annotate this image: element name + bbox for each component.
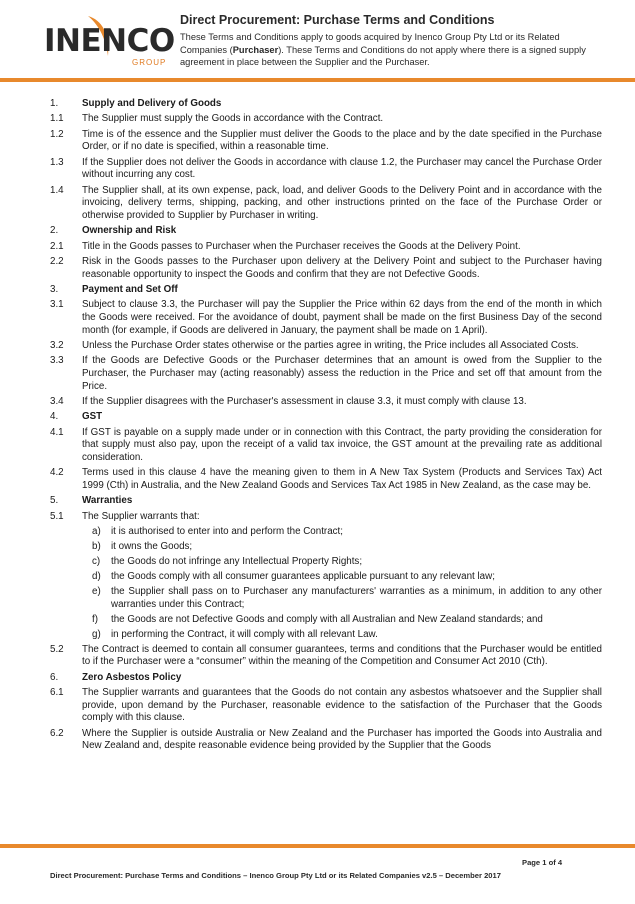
- warranty-text: the Goods are not Defective Goods and comply with all Australian and New Zealand standards; and: [111, 613, 543, 625]
- clause-text: The Supplier warrants and guarantees that the Goods do not contain any asbestos whatsoever and the Supplier shall provide, upon demand by the Purchaser, reasonable evidence to the satisfaction of the Purchaser that the Goods comply with this clause.: [82, 687, 602, 724]
- section-title: Zero Asbestos Policy: [82, 671, 182, 683]
- clause: [50, 427, 602, 465]
- clause: [50, 511, 602, 524]
- section-title: Supply and Delivery of Goods: [82, 98, 222, 109]
- section-heading: [50, 672, 602, 685]
- clause-number: 1.: [50, 98, 59, 109]
- clause: [50, 355, 602, 393]
- warranty-item: [92, 526, 602, 539]
- section-title: Ownership and Risk: [82, 225, 177, 237]
- clause-text: If the Goods are Defective Goods or the Purchaser determines that an amount is owed from the Supplier to the Purchaser, the Purchaser may (acting reasonably) assess the reduction in the Price and set off that amount from the Price.: [82, 355, 602, 392]
- warranty-letter: e): [92, 586, 101, 598]
- clause-number: 3.: [50, 284, 59, 296]
- warranty-item: [92, 571, 602, 584]
- clause-number: 2.1: [50, 240, 64, 252]
- warranty-text: the Supplier shall pass on to Purchaser any manufacturers' warranties as a minimum, in addition to any other warranties under this Contract;: [111, 586, 602, 610]
- terms-body: [50, 98, 602, 756]
- clause-text: Unless the Purchase Order states otherwise or the parties agree in writing, the Price includes all Associated Costs.: [82, 340, 579, 352]
- clause: [50, 396, 602, 409]
- clause-number: 3.2: [50, 340, 64, 352]
- clause-text: If the Supplier does not deliver the Goods in accordance with clause 1.2, the Purchaser may cancel the Purchase Order without incurring any cost.: [82, 156, 602, 181]
- clause-number: 5.2: [50, 643, 64, 655]
- header-divider: [0, 78, 635, 82]
- document-intro: These Terms and Conditions apply to goods acquired by Inenco Group Pty Ltd or its Related Companies (Purchaser). These Terms and Conditions do not apply where there is a signed supply agreement in place between the Supplier and the Purchaser.: [180, 32, 586, 67]
- warranty-text: in performing the Contract, it will comply with all relevant Law.: [111, 628, 378, 640]
- warranty-text: it owns the Goods;: [111, 541, 193, 553]
- clause-text: If GST is payable on a supply made under or in connection with this Contract, the party providing the consideration for that supply must also pay, upon the receipt of a valid tax invoice, the GST amount at the prevailing rate as additional consideration.: [82, 426, 602, 463]
- warranty-letter: a): [92, 526, 101, 538]
- logo-wordmark: INENCO: [44, 23, 175, 59]
- clause-number: 6.1: [50, 687, 64, 699]
- warranty-letter: f): [92, 613, 98, 625]
- clause-number: 1.4: [50, 184, 64, 196]
- clause: [50, 256, 602, 281]
- clause-number: 1.1: [50, 113, 64, 125]
- warranty-text: the Goods comply with all consumer guarantees applicable pursuant to any relevant law;: [111, 571, 495, 583]
- clause: [50, 241, 602, 254]
- clause-text: The Supplier shall, at its own expense, pack, load, and deliver Goods to the Delivery Point and in accordance with the invoicing, delivery terms, shipping, packing, and other instructions printed on the face of the Purchase Order or otherwise provided to Supplier by Purchaser in writing.: [82, 184, 602, 221]
- clause-number: 1.2: [50, 128, 64, 140]
- warranty-letter: d): [92, 571, 101, 583]
- footer-divider: [0, 844, 635, 848]
- warranty-item: [92, 614, 602, 627]
- clause: [50, 467, 602, 492]
- warranty-text: it is authorised to enter into and perform the Contract;: [111, 526, 343, 538]
- section-title: Warranties: [82, 495, 133, 507]
- section-heading: [50, 495, 602, 508]
- clause-number: 3.4: [50, 396, 64, 408]
- section-title: GST: [82, 411, 103, 423]
- clause-text: Where the Supplier is outside Australia or New Zealand and the Purchaser has imported the Goods into Australia and New Zealand and, despite reasonable evidence being provided by the Supplier that the Goods: [82, 727, 602, 752]
- clause-text: Risk in the Goods passes to the Purchaser upon delivery at the Delivery Point and subject to the Purchaser having reasonable opportunity to inspect the Goods and confirm that they are not Defective Goods.: [82, 256, 602, 280]
- section-heading: [50, 284, 602, 297]
- warranty-item: [92, 586, 602, 611]
- document-title: Direct Procurement: Purchase Terms and Conditions: [180, 13, 495, 27]
- section-heading: [50, 225, 602, 238]
- clause-text: Terms used in this clause 4 have the meaning given to them in A New Tax System (Products and Services Tax) Act 1999 (Cth) in Australia, and the New Zealand Goods and Services Tax Act 1985 in New Zealand, as the case may be.: [82, 467, 602, 491]
- section-heading: [50, 411, 602, 424]
- clause-number: 6.2: [50, 727, 64, 739]
- clause: [50, 299, 602, 337]
- warranty-text: the Goods do not infringe any Intellectual Property Rights;: [111, 556, 363, 568]
- section-title: Payment and Set Off: [82, 284, 178, 296]
- clause-text: Time is of the essence and the Supplier must deliver the Goods to the place and by the date specified in the Purchase Order, or if no date is specified, within a reasonable time.: [82, 128, 602, 153]
- clause-number: 3.3: [50, 355, 64, 367]
- page-number: Page 1 of 4: [522, 858, 563, 867]
- clause-number: 2.2: [50, 256, 64, 268]
- warranty-item: [92, 541, 602, 554]
- clause: [50, 157, 602, 182]
- clause-text: If the Supplier disagrees with the Purchaser's assessment in clause 3.3, it must comply with clause 13.: [82, 396, 527, 408]
- clause: [50, 728, 602, 753]
- clause: [50, 185, 602, 223]
- logo-group-label: GROUP: [132, 58, 167, 67]
- page-header: [0, 0, 635, 86]
- clause-text: Subject to clause 3.3, the Purchaser will pay the Supplier the Price within 62 days from the end of the month in which the Goods were received. For the avoidance of doubt, payment shall be made on the first Business Day of the second month (for example, if Goods are delivered in January, the payment shall be made on 1 April).: [82, 299, 602, 336]
- clause-text: The Contract is deemed to contain all consumer guarantees, terms and conditions that the Purchaser would be entitled to if the Purchaser were a “consumer” within the meaning of the Competition and Consumer Act 2010 (Cth).: [82, 643, 602, 668]
- clause-number: 4.: [50, 411, 59, 423]
- clause-number: 4.1: [50, 426, 64, 438]
- clause-number: 4.2: [50, 467, 64, 479]
- clause-number: 2.: [50, 225, 59, 237]
- inenco-logo: [44, 14, 174, 70]
- footer-text: Direct Procurement: Purchase Terms and Conditions – Inenco Group Pty Ltd or its Related Companies v2.5 – December 2017: [50, 871, 501, 880]
- section-heading: [50, 98, 602, 111]
- warranty-letter: c): [92, 556, 101, 568]
- clause-text: The Supplier must supply the Goods in accordance with the Contract.: [82, 113, 384, 125]
- clause: [50, 687, 602, 725]
- clause-number: 3.1: [50, 299, 64, 311]
- clause-number: 5.: [50, 495, 59, 507]
- clause: [50, 129, 602, 154]
- clause-number: 6.: [50, 671, 59, 683]
- warranty-letter: g): [92, 628, 101, 640]
- clause-number: 5.1: [50, 510, 64, 522]
- warranty-letter: b): [92, 541, 101, 553]
- clause: [50, 113, 602, 126]
- clause-number: 1.3: [50, 156, 64, 168]
- clause-text: The Supplier warrants that:: [82, 510, 200, 522]
- clause: [50, 340, 602, 353]
- clause-text: Title in the Goods passes to Purchaser when the Purchaser receives the Goods at the Delivery Point.: [82, 240, 521, 252]
- clause: [50, 644, 602, 669]
- warranty-item: [92, 556, 602, 569]
- warranty-item: [92, 629, 602, 642]
